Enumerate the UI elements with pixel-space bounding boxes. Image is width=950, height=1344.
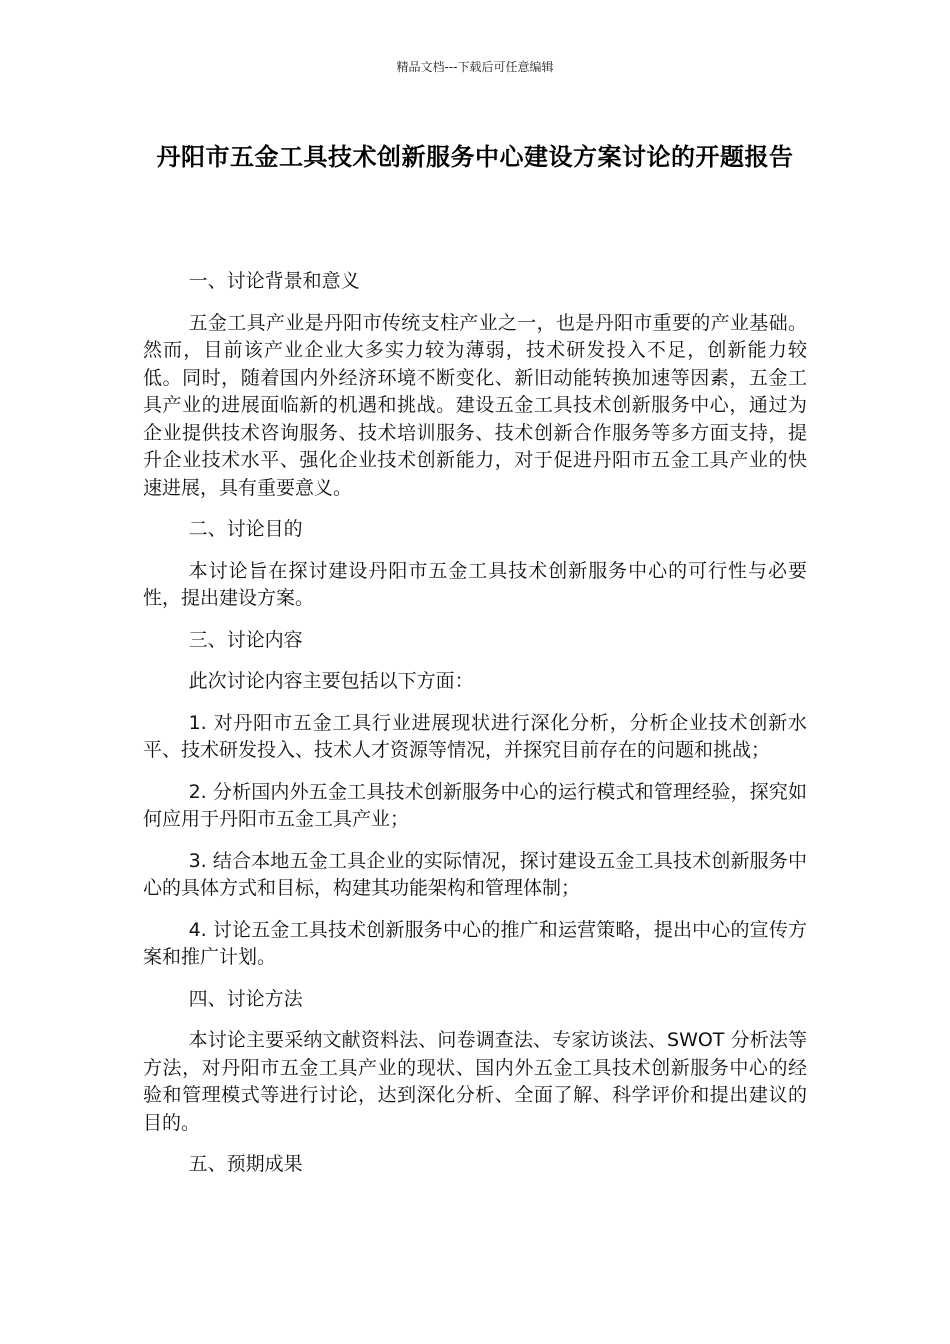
document-title: 丹阳市五金工具技术创新服务中心建设方案讨论的开题报告 <box>156 143 794 171</box>
section-heading-purpose: 二、讨论目的 <box>188 518 303 540</box>
section-heading-method: 四、讨论方法 <box>188 987 303 1010</box>
section-heading-content: 三、讨论内容 <box>188 628 303 651</box>
list-item-content-2: 2. 分析国内外五金工具技术创新服务中心的运行模式和管理经验，探究如何应用于丹阳市五金工具产业； <box>143 780 807 830</box>
document-body <box>143 268 807 1193</box>
list-item-content-3: 3. 结合本地五金工具企业的实际情况，探讨建设五金工具技术创新服务中心的具体方式和目标，构建其功能架构和管理体制； <box>143 849 807 899</box>
paragraph-purpose: 本讨论旨在探讨建设丹阳市五金工具技术创新服务中心的可行性与必要性，提出建设方案。 <box>143 559 807 609</box>
list-item-content-4: 4. 讨论五金工具技术创新服务中心的推广和运营策略，提出中心的宣传方案和推广计划。 <box>143 918 807 968</box>
paragraph-method: 本讨论主要采纳文献资料法、问卷调查法、专家访谈法、SWOT 分析法等方法，对丹阳市五金工具产业的现状、国内外五金工具技术创新服务中心的经验和管理模式等进行讨论，达到深化分析、全面了解、科学评价和提出建议的目的。 <box>143 1029 807 1134</box>
page-header-note: 精品文档---下载后可任意编辑 <box>396 60 554 74</box>
section-heading-background: 一、讨论背景和意义 <box>188 270 360 292</box>
section-heading-expected-results: 五、预期成果 <box>188 1153 303 1175</box>
list-item-content-1: 1. 对丹阳市五金工具行业进展现状进行深化分析，分析企业技术创新水平、技术研发投入、技术人才资源等情况，并探究目前存在的问题和挑战； <box>143 711 807 761</box>
paragraph-background: 五金工具产业是丹阳市传统支柱产业之一，也是丹阳市重要的产业基础。然而，目前该产业企业大多实力较为薄弱，技术研发投入不足，创新能力较低。同时，随着国内外经济环境不断变化、新旧动能转换加速等因素，五金工具产业的进展面临新的机遇和挑战。建设五金工具技术创新服务中心，通过为企业提供技术咨询服务、技术培训服务、技术创新合作服务等多方面支持，提升企业技术水平、强化企业技术创新能力，对于促进丹阳市五金工具产业的快速进展，具有重要意义。 <box>143 311 807 499</box>
paragraph-content-intro: 此次讨论内容主要包括以下方面： <box>188 670 474 692</box>
